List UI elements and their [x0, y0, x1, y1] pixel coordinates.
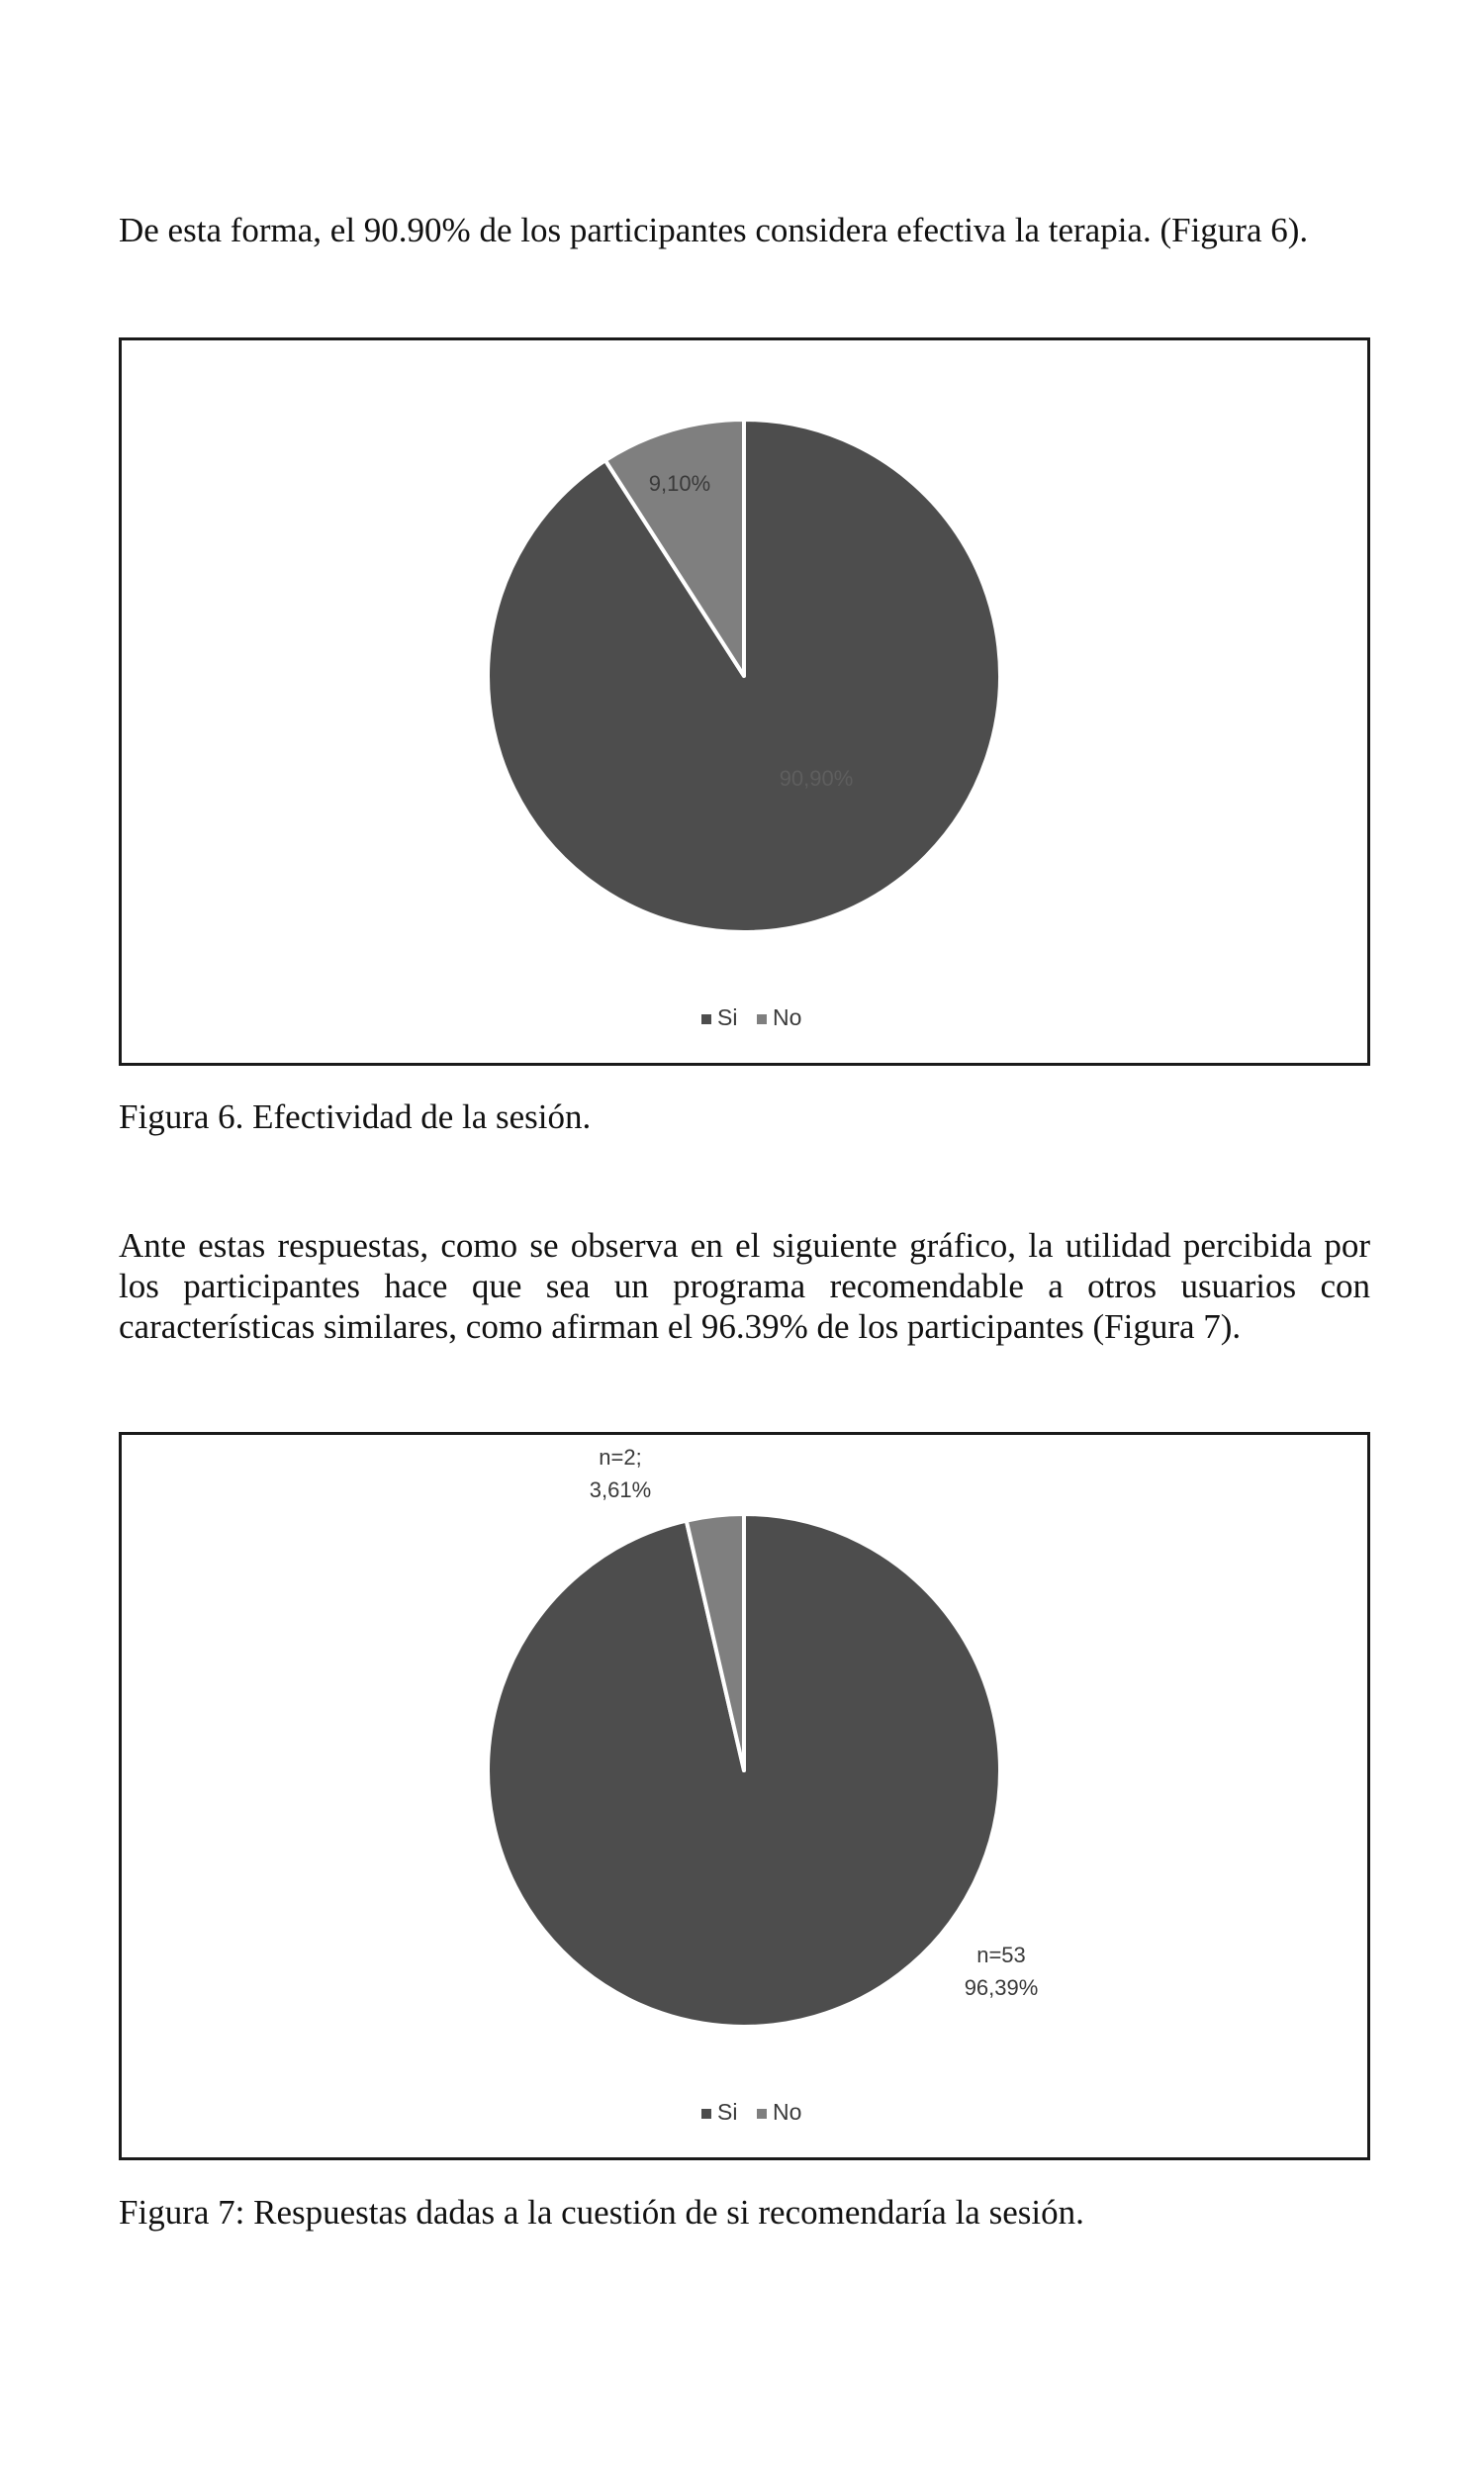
- results-paragraph-line: Ante estas respuestas, como se observa en el siguiente gráfico, la utilidad percibida por: [119, 1226, 1370, 1265]
- legend-swatch-no: [757, 2109, 767, 2119]
- figure-6-chart: [119, 337, 1370, 1066]
- legend-label-si: Si: [717, 1004, 738, 1030]
- legend-swatch-si: [701, 2109, 711, 2119]
- legend-swatch-no: [757, 1014, 767, 1024]
- data-label-no: 9,10%: [648, 471, 711, 496]
- figure-7-chart: [119, 1432, 1370, 2160]
- data-label-no: n=2; 3,61%: [589, 1445, 652, 1502]
- legend-label-no: No: [773, 1004, 802, 1030]
- results-paragraph: [119, 1225, 1370, 1347]
- chart-legend: [701, 1004, 801, 1030]
- chart-legend: [701, 2099, 801, 2125]
- legend-label-no: No: [773, 2099, 802, 2125]
- legend-label-si: Si: [717, 2099, 738, 2125]
- results-paragraph-line: los participantes hace que sea un programa recomendable a otros usuarios con: [119, 1267, 1370, 1305]
- pie-chart-effectiveness: [122, 340, 1367, 1063]
- figure-6-caption: Figura 6. Efectividad de la sesión.: [119, 1097, 592, 1136]
- intro-paragraph: De esta forma, el 90.90% de los participantes considera efectiva la terapia. (Figura 6).: [119, 211, 1309, 249]
- data-label-si: n=53 96,39%: [964, 1943, 1039, 2000]
- data-label-si: 90,90%: [779, 766, 854, 791]
- legend-swatch-si: [701, 1014, 711, 1024]
- figure-7-caption: Figura 7: Respuestas dadas a la cuestión de si recomendaría la sesión.: [119, 2193, 1084, 2232]
- pie-chart-recommendation: [122, 1435, 1367, 2157]
- results-paragraph-line: características similares, como afirman el 96.39% de los participantes (Figura 7).: [119, 1307, 1242, 1346]
